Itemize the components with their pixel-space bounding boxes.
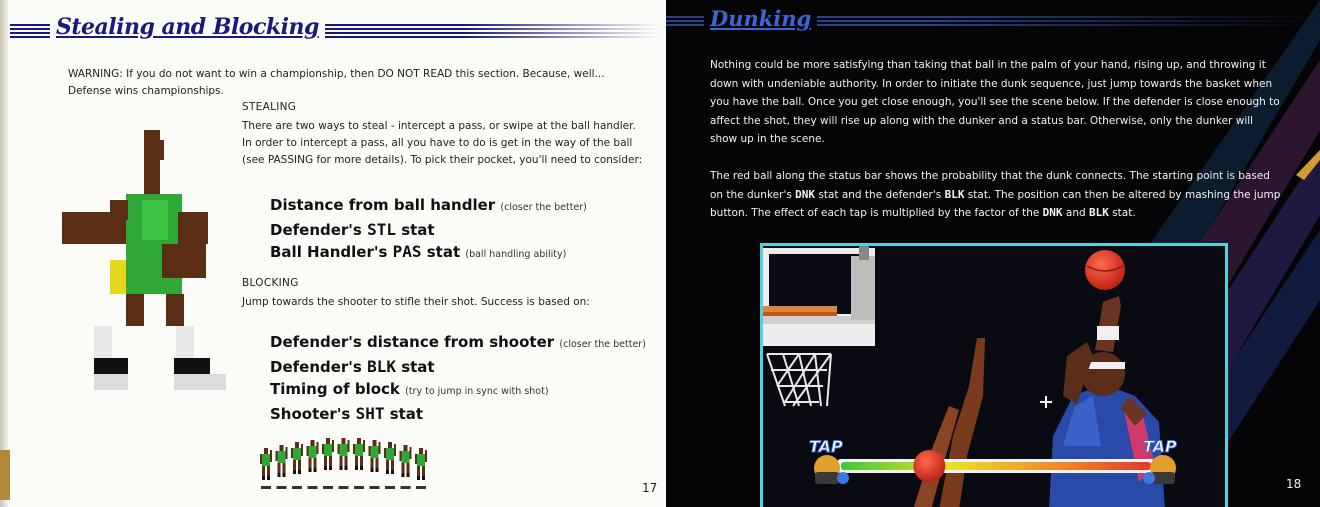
jump-sprite-frame	[338, 438, 350, 489]
stat-dnk: DNK	[795, 187, 816, 201]
warning-text: WARNING: If you do not want to win a championship, then DO NOT READ this section. Because, well... Defense wins championships.	[68, 68, 605, 97]
factor-shooter-sht: Shooter's SHT stat	[270, 404, 424, 423]
jump-sprite-frame	[307, 440, 319, 489]
page-right	[666, 0, 1320, 507]
jump-sprite-frame	[276, 445, 288, 489]
jump-sprite-frame	[384, 442, 396, 489]
section-title: Stealing and Blocking	[50, 14, 325, 40]
jump-sprite-frame	[291, 442, 303, 489]
tap-label-left: TAP	[809, 437, 843, 456]
backboard	[763, 246, 875, 346]
binding-tab	[0, 450, 10, 500]
jump-sprite-frame	[400, 445, 412, 489]
dunking-title: Dunking	[704, 6, 817, 31]
dunking-paragraph-1: Nothing could be more satisfying than taking that ball in the palm of your hand, rising up, and throwing it down with undeniable authority. In order to initiate the dunk sequence, just jump towards the basket when you have the ball. Once you get close enough, you'll see the scene below. If the defender is close enough to affect the shot, they will rise up along with the dunker and a status bar. Otherwise, only the dunker will show up in the scene.	[710, 59, 1280, 145]
defender-arm	[913, 338, 985, 507]
factor-timing: Timing of block (try to jump in sync with shot)	[270, 380, 549, 398]
stat-dnk-2: DNK	[1042, 206, 1063, 219]
page-number-left: 17	[642, 481, 658, 495]
factor-distance-ball-handler: Distance from ball handler (closer the better)	[270, 196, 587, 214]
tap-label-right: TAP	[1143, 437, 1177, 456]
defender-sprite	[62, 130, 226, 392]
binding-edge	[0, 0, 8, 507]
stealing-body: There are two ways to steal - intercept a pass, or swipe at the ball handler. In order to intercept a pass, all you have to do is get in the way of the ball (see PASSING for more details). To pick their pocket, you'll need to consider:	[242, 120, 643, 166]
blocking-factors	[270, 331, 646, 425]
stat-blk-r: BLK	[944, 187, 965, 201]
jump-animation-sprites	[258, 434, 438, 494]
blocking-body: Jump towards the shooter to stifle their shot. Success is based on:	[242, 296, 590, 308]
stealing-factors	[270, 194, 587, 266]
page-number-right: 18	[1286, 477, 1302, 491]
stat-stl: STL	[367, 220, 396, 239]
factor-defender-blk: Defender's BLK stat	[270, 357, 435, 376]
blocking-heading: BLOCKING	[242, 277, 299, 289]
jump-sprite-frame	[353, 438, 365, 489]
dunk-scene	[760, 243, 1228, 507]
jump-sprite-frame	[322, 438, 334, 489]
stat-sht: SHT	[355, 404, 385, 423]
stat-blk-2: BLK	[1088, 206, 1109, 219]
net	[767, 354, 831, 406]
jump-sprite-frame	[260, 448, 272, 489]
factor-distance-shooter: Defender's distance from shooter (closer the better)	[270, 333, 646, 351]
jump-sprite-frame	[415, 448, 427, 489]
stat-pas: PAS	[392, 242, 422, 261]
dunking-title-bar	[666, 6, 1320, 36]
factor-handler-pas: Ball Handler's PAS stat (ball handling ability)	[270, 242, 567, 261]
jump-sprite-frame	[369, 440, 381, 489]
stat-blk: BLK	[367, 357, 396, 376]
sparkle	[1040, 396, 1052, 408]
section-title-bar	[10, 16, 660, 42]
dunking-paragraph-2: The red ball along the status bar shows the probability that the dunk connects. The starting point is based on the dunker's DNK stat and the defender's BLK stat. The position can then be altered by mashing the jump button. The effect of each tap is multiplied by the factor of the DNK and BLK stat.	[710, 170, 1281, 219]
stealing-heading: STEALING	[242, 101, 297, 113]
basketball	[1085, 250, 1125, 290]
probability-ball	[913, 450, 945, 482]
dunk-scene-art	[763, 246, 1225, 507]
factor-defender-stl: Defender's STL stat	[270, 220, 435, 239]
